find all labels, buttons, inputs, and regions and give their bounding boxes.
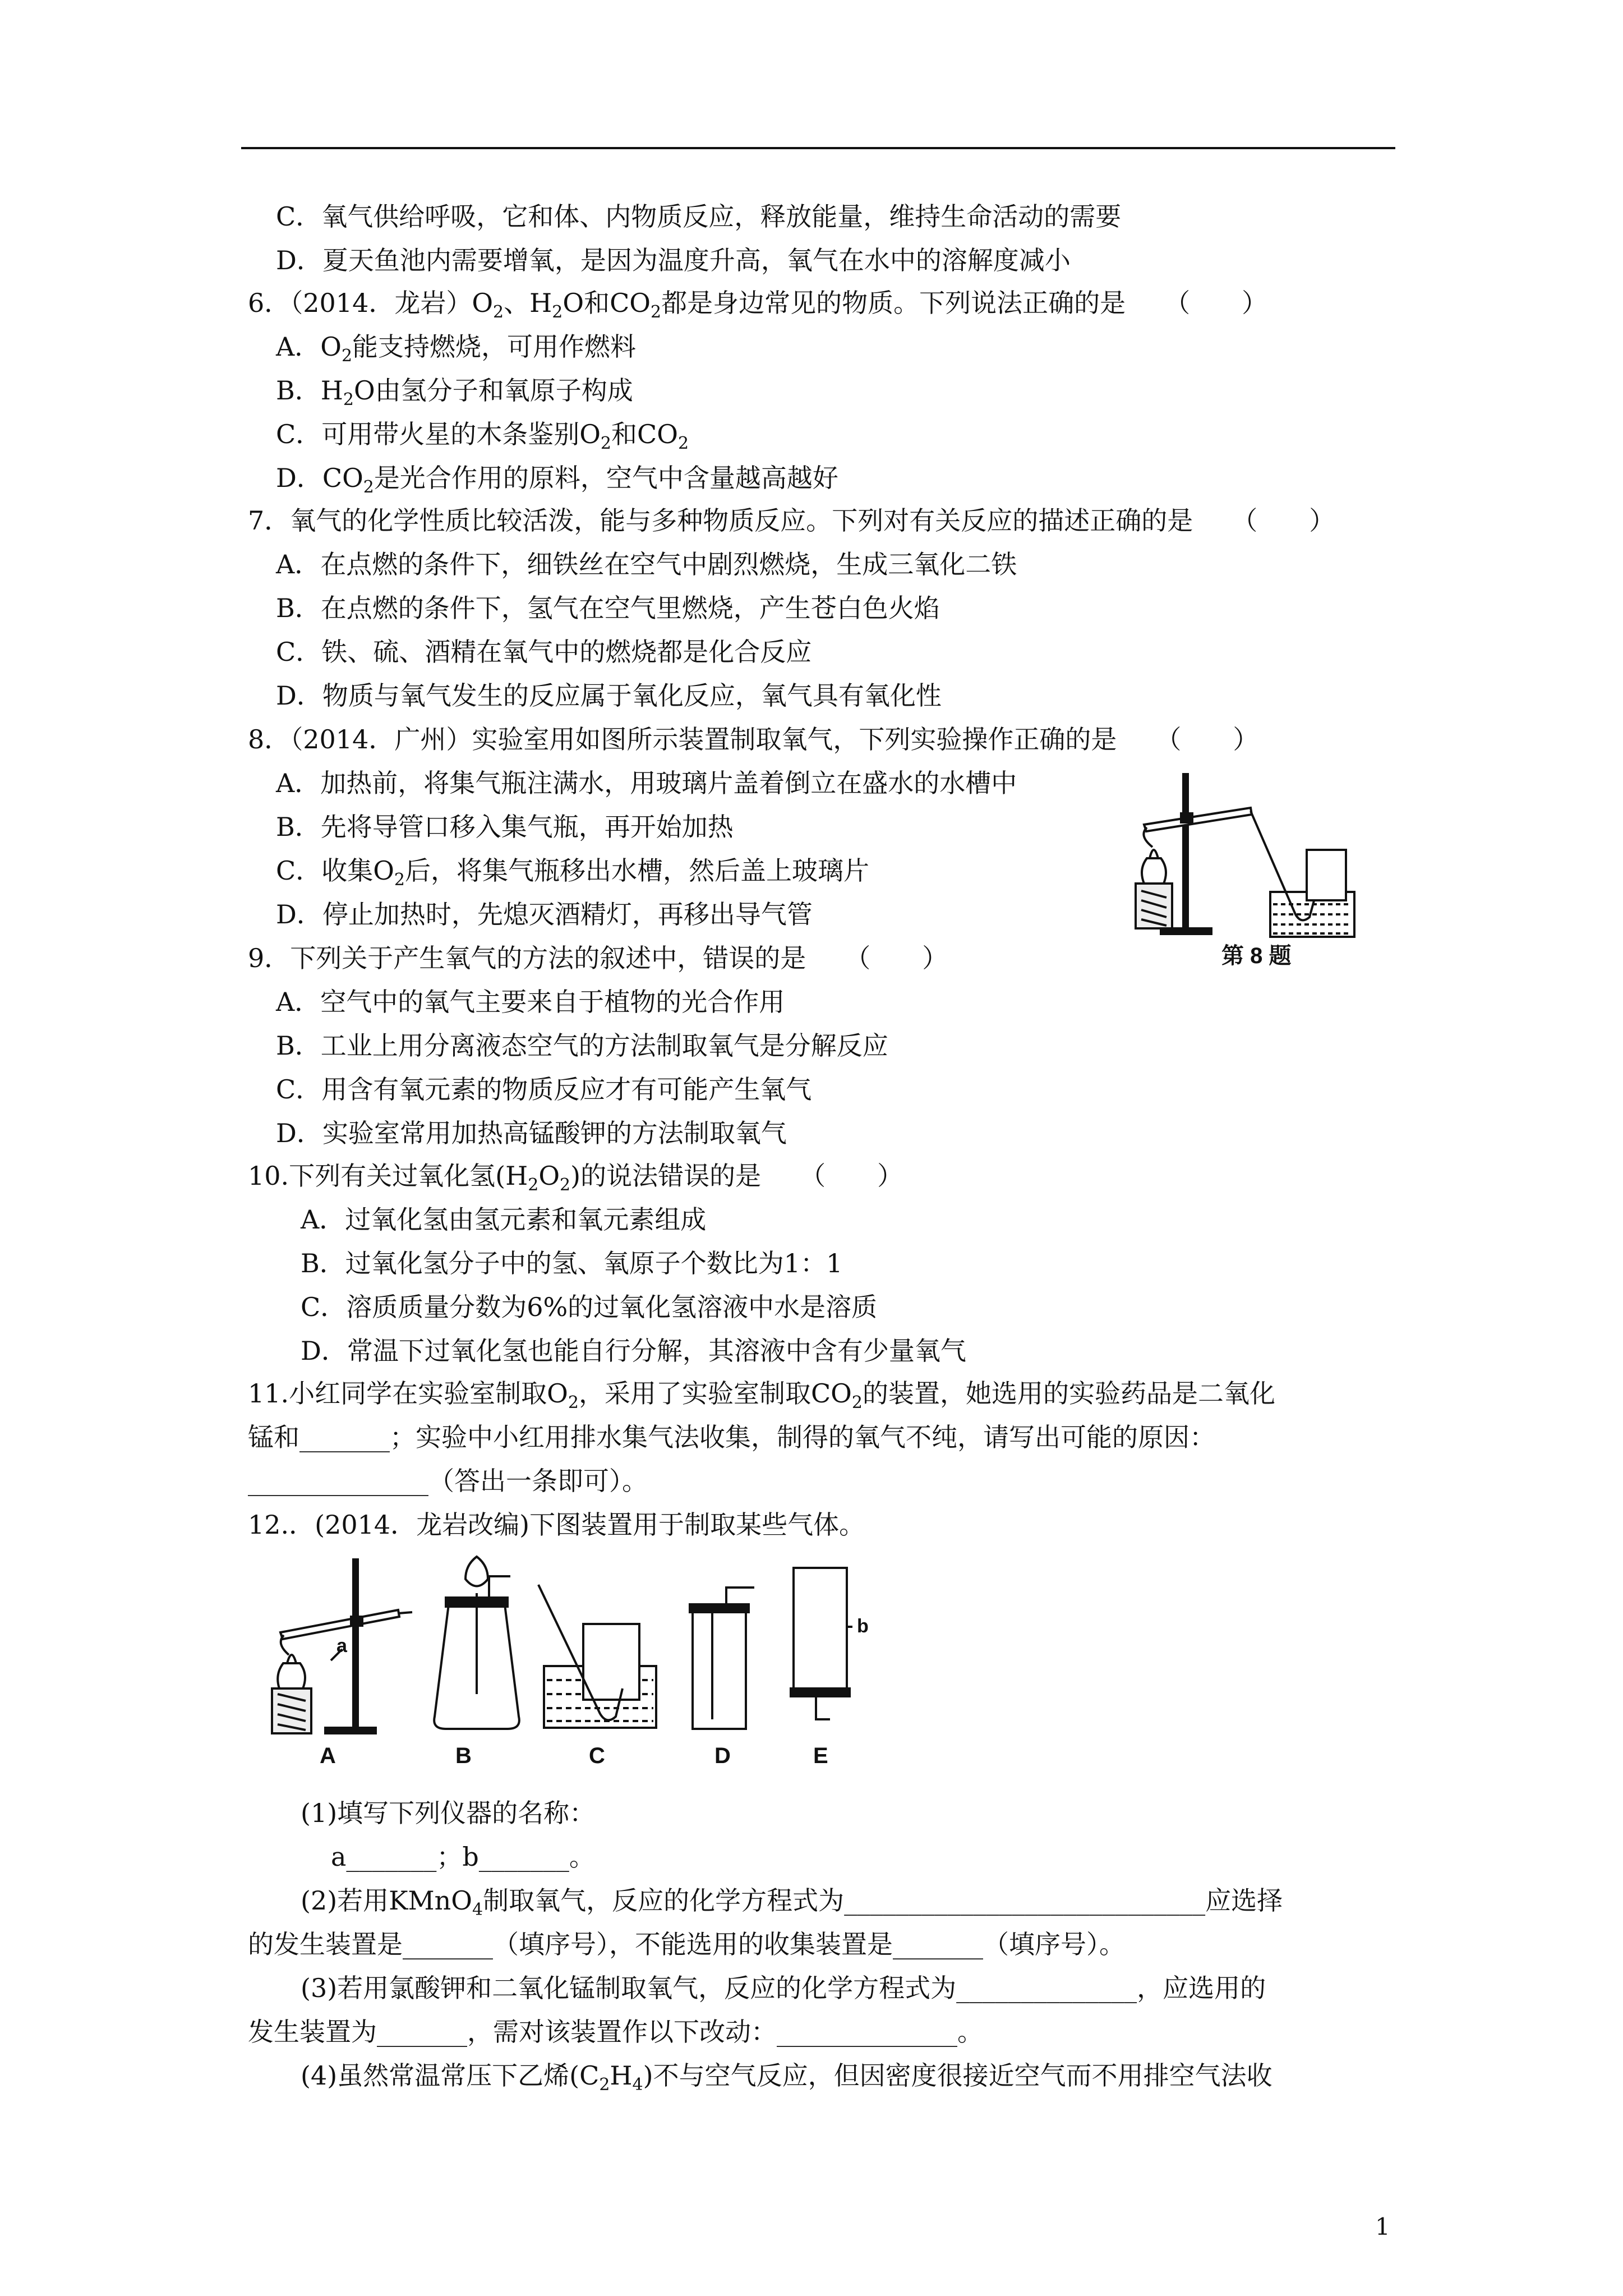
apparatus-e-drawing	[791, 1568, 852, 1719]
apparatus-a-mark: a	[336, 1635, 347, 1657]
q10-option-c: C．溶质质量分数为6%的过氧化氢溶液中水是溶质	[301, 1292, 878, 1322]
q8-stem: 8．（2014．广州）实验室用如图所示装置制取氧气，下列实验操作正确的是 （ ）	[248, 724, 1259, 754]
q7-option-a: A．在点燃的条件下，细铁丝在空气中剧烈燃烧，生成三氧化二铁	[276, 549, 1017, 579]
q10-option-a: A．过氧化氢由氢元素和氧元素组成	[301, 1204, 707, 1235]
q9-option-b: B．工业上用分离液态空气的方法制取氧气是分解反应	[276, 1030, 888, 1061]
q12-apparatus-figure	[264, 1554, 880, 1756]
q8-figure-caption: 第 8 题	[1221, 944, 1292, 968]
q10-option-b: B．过氧化氢分子中的氢、氧原子个数比为1：1	[301, 1248, 843, 1278]
q12-part-2-cont: 的发生装置是_______（填序号），不能选用的收集装置是_______（填序号）。	[248, 1929, 1125, 1959]
q9-option-a: A．空气中的氧气主要来自于植物的光合作用	[276, 987, 785, 1017]
q9-option-c: C．用含有氧元素的物质反应才有可能产生氧气	[276, 1074, 812, 1105]
q8-option-d: D．停止加热时，先熄灭酒精灯，再移出导气管	[276, 899, 813, 930]
q5-option-c: C．氧气供给呼吸，它和体、内物质反应，释放能量，维持生命活动的需要	[276, 201, 1122, 232]
q7-option-b: B．在点燃的条件下，氢气在空气里燃烧，产生苍白色火焰	[276, 593, 940, 623]
q5-option-d: D．夏天鱼池内需要增氧，是因为温度升高，氧气在水中的溶解度减小	[276, 245, 1071, 275]
q9-option-d: D．实验室常用加热高锰酸钾的方法制取氧气	[276, 1118, 787, 1148]
q12-part-4: (4)虽然常温常压下乙烯$(C_2H_4)$不与空气反应，但因密度很接近空气而不用排空气法收	[301, 2060, 1272, 2095]
q6-stem: 6．（2014．龙岩）$O_2$、$H_2O$和$CO_2$都是身边常见的物质。下列说法正确的是 （ ）	[248, 288, 1268, 322]
apparatus-e-mark: b	[857, 1616, 869, 1637]
q12-part-1-blanks: a_______；b_______。	[331, 1842, 595, 1872]
q12-part-1: (1)填写下列仪器的名称：	[301, 1798, 596, 1828]
q8-apparatus-figure	[1127, 757, 1363, 942]
apparatus-label-a: A	[320, 1743, 336, 1768]
q10-stem: 10.下列有关过氧化氢$(H_2O_2)$的说法错误的是 （ ）	[248, 1161, 903, 1195]
apparatus-label-b: B	[455, 1743, 472, 1768]
q12-part-2: (2)若用KMnO$_4$制取氧气，反应的化学方程式为____________________________应选择	[301, 1885, 1283, 1920]
q11-line-1: 11.小红同学在实验室制取$O_2$，采用了实验室制取$CO_2$的装置，她选用的实验药品是二氧化	[248, 1378, 1275, 1412]
q8-option-a: A．加热前，将集气瓶注满水，用玻璃片盖着倒立在盛水的水槽中	[276, 768, 1017, 798]
q11-line-3: ______________（答出一条即可）。	[248, 1466, 648, 1496]
q11-line-2: 锰和_______；实验中小红用排水集气法收集，制得的氧气不纯，请写出可能的原因：	[248, 1422, 1215, 1452]
q6-option-a: A．$O_2$能支持燃烧，可用作燃料	[276, 332, 637, 366]
q10-option-d: D．常温下过氧化氢也能自行分解，其溶液中含有少量氧气	[301, 1336, 966, 1366]
apparatus-c-drawing	[538, 1585, 656, 1728]
q6-option-d: D．$CO_2$是光合作用的原料，空气中含量越高越好	[276, 463, 838, 497]
q9-stem: 9．下列关于产生氧气的方法的叙述中，错误的是 （ ）	[248, 943, 948, 973]
apparatus-d-drawing	[690, 1588, 754, 1729]
apparatus-label-e: E	[813, 1743, 828, 1768]
apparatus-label-d: D	[714, 1743, 731, 1768]
q12-part-3: (3)若用氯酸钾和二氧化锰制取氧气，反应的化学方程式为______________，应选用的	[301, 1973, 1266, 2003]
page-number: 1	[1375, 2213, 1390, 2240]
apparatus-b-drawing	[434, 1557, 519, 1729]
q6-option-b: B．$H_2O$由氢分子和氧原子构成	[276, 375, 633, 409]
q12-part-3-cont: 发生装置为_______，需对该装置作以下改动：______________。	[248, 2017, 983, 2047]
q7-option-d: D．物质与氧气发生的反应属于氧化反应，氧气具有氧化性	[276, 680, 942, 711]
q6-option-c: C．可用带火星的木条鉴别$O_2$和$CO_2$	[276, 419, 689, 453]
apparatus-label-c: C	[589, 1743, 605, 1768]
q12-stem: 12.．(2014．龙岩改编)下图装置用于制取某些气体。	[248, 1510, 865, 1540]
header-rule	[241, 147, 1395, 149]
q8-option-c: C．收集$O_2$后，将集气瓶移出水槽，然后盖上玻璃片	[276, 855, 870, 890]
q8-option-b: B．先将导管口移入集气瓶，再开始加热	[276, 812, 734, 842]
q7-option-c: C．铁、硫、酒精在氧气中的燃烧都是化合反应	[276, 637, 812, 667]
q7-stem: 7．氧气的化学性质比较活泼，能与多种物质反应。下列对有关反应的描述正确的是 （ ）	[248, 505, 1335, 536]
